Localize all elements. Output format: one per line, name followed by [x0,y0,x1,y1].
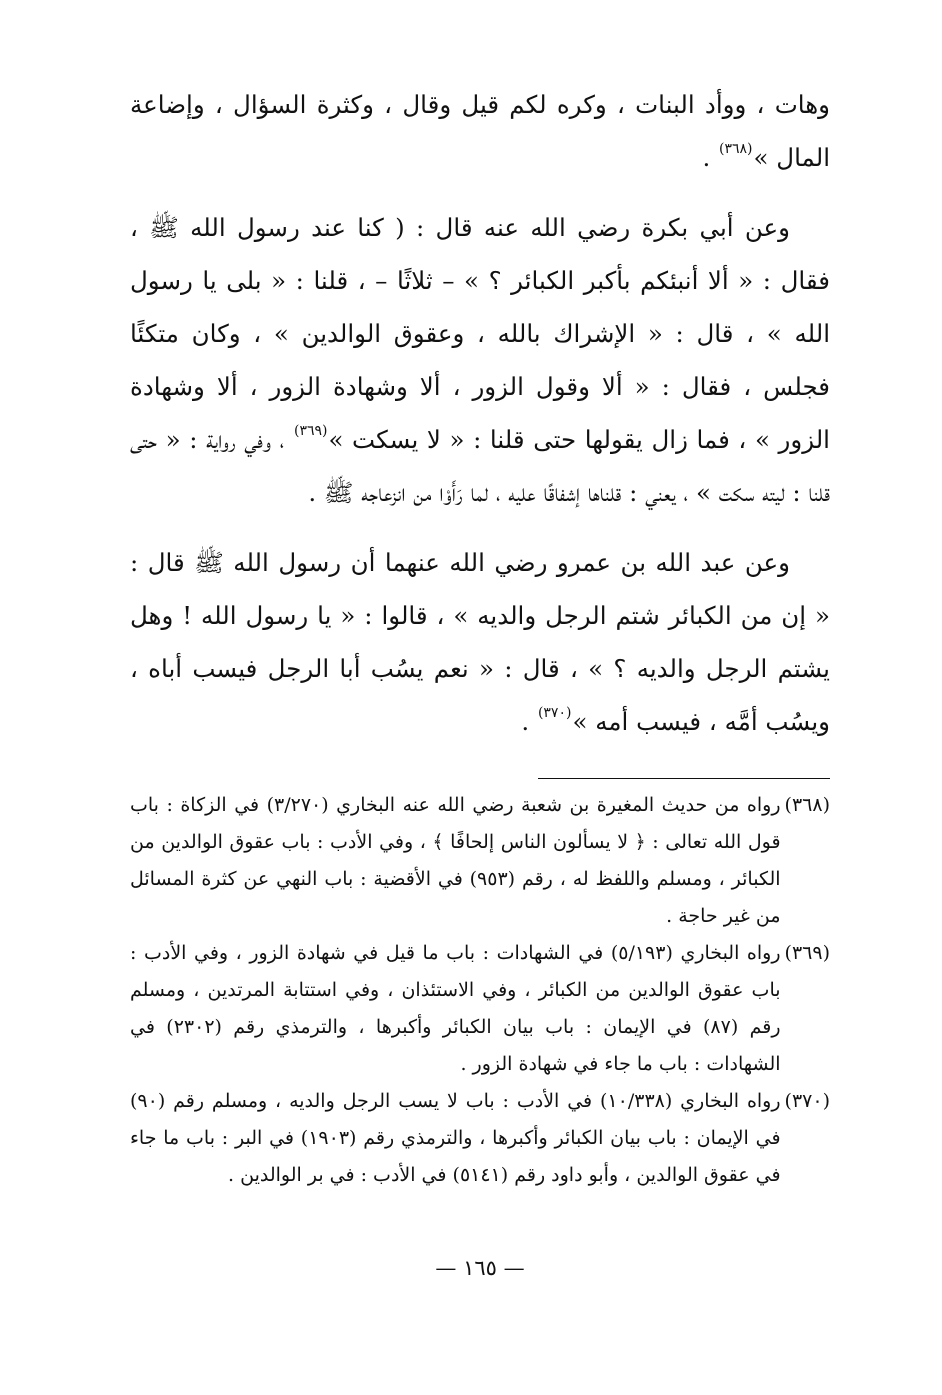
footnote-number: (٣٦٩) [784,942,830,964]
paragraph-2-text: وعن أبي بكرة رضي الله عنه قال : ( كنا عند رسول الله ﷺ ، فقال : « ألا أنبئكم بأكبر الكبائر ؟ » – ثلاثًا – ، قلنا : « بلى يا رسول الله » ، قال : « الإشراك بالله ، وعقوق الوالدين » ، وكان متكئًا فجلس ، فقال : « ألا وقول الزور ، ألا وشهادة الزور ، ألا وشهادة الزور » ، فما زال يقولها حتى قلنا : « لا يسكت » [130,213,830,454]
paragraph-2-end: ، وفي رواية : « حتى قلنا : ليته سكت » ، يعني : قلناها إشفاقًا عليه ، لما رَأَوْا من انزعاجه ﷺ . [130,425,830,507]
footnote-368 [130,787,830,935]
footnote-ref-370: (٣٧٠) [537,705,572,722]
paragraph-3 [130,536,830,748]
paragraph-1-text: وهات ، ووأد البنات ، وكره لكم قيل وقال ، وكثرة السؤال ، وإضاعة المال » [130,90,830,172]
paragraph-1-end: . [702,143,719,172]
footnotes [130,787,830,1194]
paragraph-1 [130,78,830,184]
footnote-text: رواه البخاري (١٠/٣٣٨) في الأدب : باب لا يسب الرجل والديه ، ومسلم رقم (٩٠) في الإيمان : باب بيان الكبائر وأكبرها ، والترمذي رقم (١٩٠٣) في البر : باب ما جاء في عقوق الوالدين ، وأبو داود رقم (٥١٤١) في الأدب : في بر الوالدين . [130,1090,781,1186]
footnote-number: (٣٧٠) [784,1090,830,1112]
main-text [130,78,830,748]
footnote-ref-368: (٣٦٨) [719,141,753,158]
footnote-number: (٣٦٨) [784,794,830,816]
paragraph-3-end: . [521,707,537,736]
page-number: — ١٦٥ — [435,1256,525,1280]
footnote-370 [130,1083,830,1194]
footnote-ref-369: (٣٦٩) [293,423,328,440]
paragraph-3-text: وعن عبد الله بن عمرو رضي الله عنهما أن رسول الله ﷺ قال : « إن من الكبائر شتم الرجل والديه » ، قالوا : « يا رسول الله ! وهل يشتم الرجل والديه ؟ » ، قال : « نعم يسُب أبا الرجل فيسب أباه ، ويسُب أمَّه ، فيسب أمه » [130,548,830,736]
footnote-text: رواه من حديث المغيرة بن شعبة رضي الله عنه البخاري (٣/٢٧٠) في الزكاة : باب قول الله تعالى : ﴿ لا يسألون الناس إلحافًا ﴾ ، وفي الأدب : باب عقوق الوالدين من الكبائر ، ومسلم واللفظ له ، رقم (٩٥٣) في الأقضية : باب النهي عن كثرة المسائل من غير حاجة . [130,794,781,927]
paragraph-2 [130,201,830,519]
book-page [130,78,830,1338]
footnote-369 [130,935,830,1083]
footnote-separator [538,778,830,779]
footnote-text: رواه البخاري (٥/١٩٣) في الشهادات : باب ما قيل في شهادة الزور ، وفي الأدب : باب عقوق الوالدين من الكبائر ، وفي الاستئذان ، وفي استتابة المرتدين ، ومسلم رقم (٨٧) في الإيمان : باب بيان الكبائر وأكبرها ، والترمذي رقم (٢٣٠٢) في الشهادات : باب ما جاء في شهادة الزور . [130,942,781,1075]
